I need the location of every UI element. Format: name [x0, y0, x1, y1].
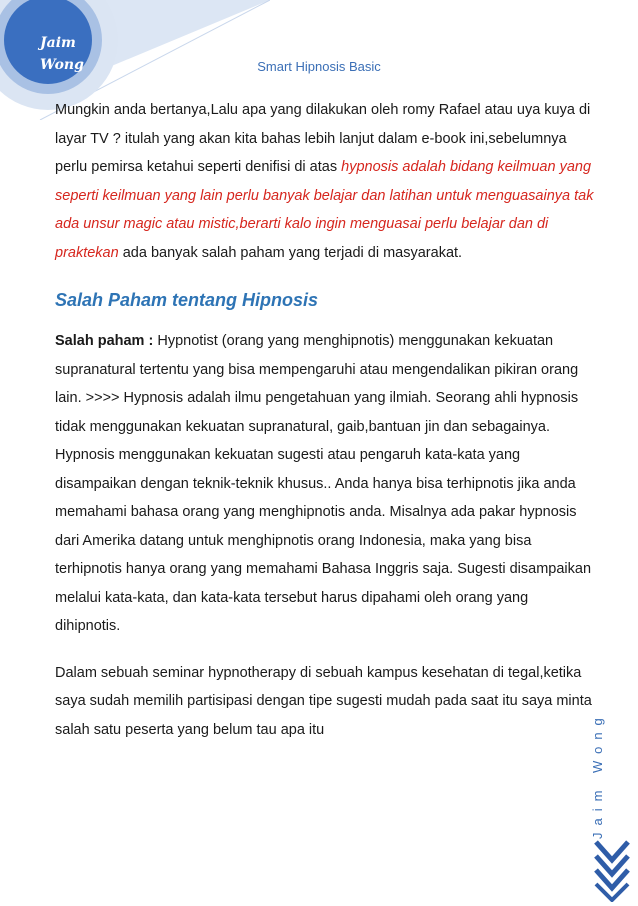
- misconception-label: Salah paham :: [55, 333, 154, 349]
- misconception-text: Hypnotist (orang yang menghipnotis) menggunakan kekuatan supranatural tertentu yang bisa mempengaruhi atau mengendalikan pikiran orang lain. >>>> Hypnosis adalah ilmu pengetahuan yang ilmiah. Seorang ahli hypnosis tidak menggunakan kekuatan supranatural, gaib,bantuan jin dan sebagainya. Hypnosis menggunakan kekuatan sugesti atau pengaruh kata-kata yang disampaikan dengan teknik-teknik khusus.. Anda hanya bisa terhipnotis jika anda memahami bahasa orang yang menghipnotis anda. Misalnya ada pakar hypnosis dari Amerika datang untuk menghipnotis orang Indonesia, maka yang bisa terhipnotis hanya orang yang memahami Bahasa Inggris saja. Sugesti disampaikan melalui kata-kata, dan kata-kata tersebut harus dipahami oleh orang yang dihipnotis.: [55, 333, 592, 634]
- paragraph-seminar: Dalam sebuah seminar hypnotherapy di sebuah kampus kesehatan di tegal,ketika saya sudah memilih partisipasi dengan tipe sugesti mudah pada saat itu saya minta salah satu peserta yang belum tau apa itu: [55, 664, 592, 738]
- logo-line-2: Wong: [40, 57, 84, 73]
- paragraph-misconception: [55, 327, 595, 641]
- intro-end: ada banyak salah paham yang terjadi di masyarakat.: [122, 244, 463, 261]
- intro-emphasis: hypnosis adalah bidang keilmuan yang seperti keilmuan yang lain perlu banyak belajar dan latihan untuk menguasainya tak ada unsur magic atau mistic,berarti kalo ingin menguasai perlu belajar dan di praktekan: [55, 159, 594, 261]
- intro-text: Mungkin anda bertanya,Lalu apa yang dilakukan oleh romy Rafael atau uya kuya di layar TV ? itulah yang akan kita bahas lebih lanjut dalam e-book ini,sebelumnya perlu pemirsa ketahui seperti denifisi di atas: [55, 102, 591, 175]
- paragraph-intro: [55, 96, 595, 267]
- logo-line-1: Jaim: [40, 35, 76, 51]
- section-heading: Salah Paham tentang Hipnosis: [55, 290, 319, 310]
- chevron-down-icon: [592, 838, 632, 902]
- side-author-label: Jaim Wong: [590, 711, 605, 839]
- page-content: [55, 96, 595, 744]
- header-title: Smart Hipnosis Basic: [257, 59, 381, 74]
